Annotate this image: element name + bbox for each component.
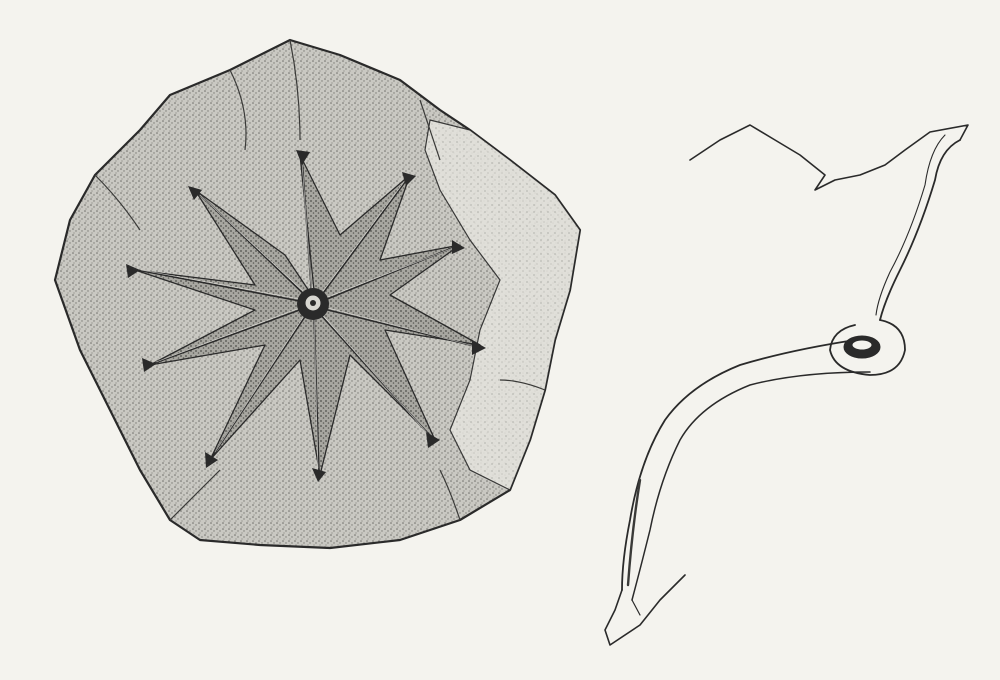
stalk-top-edge bbox=[690, 125, 968, 190]
stalk-body-inner bbox=[632, 372, 870, 600]
stalk-right-outer bbox=[880, 140, 960, 320]
stalk-body-outer bbox=[622, 340, 855, 590]
stalk-tail bbox=[605, 575, 685, 645]
stalk-figure bbox=[605, 125, 968, 645]
star-specimen-figure bbox=[55, 40, 580, 548]
